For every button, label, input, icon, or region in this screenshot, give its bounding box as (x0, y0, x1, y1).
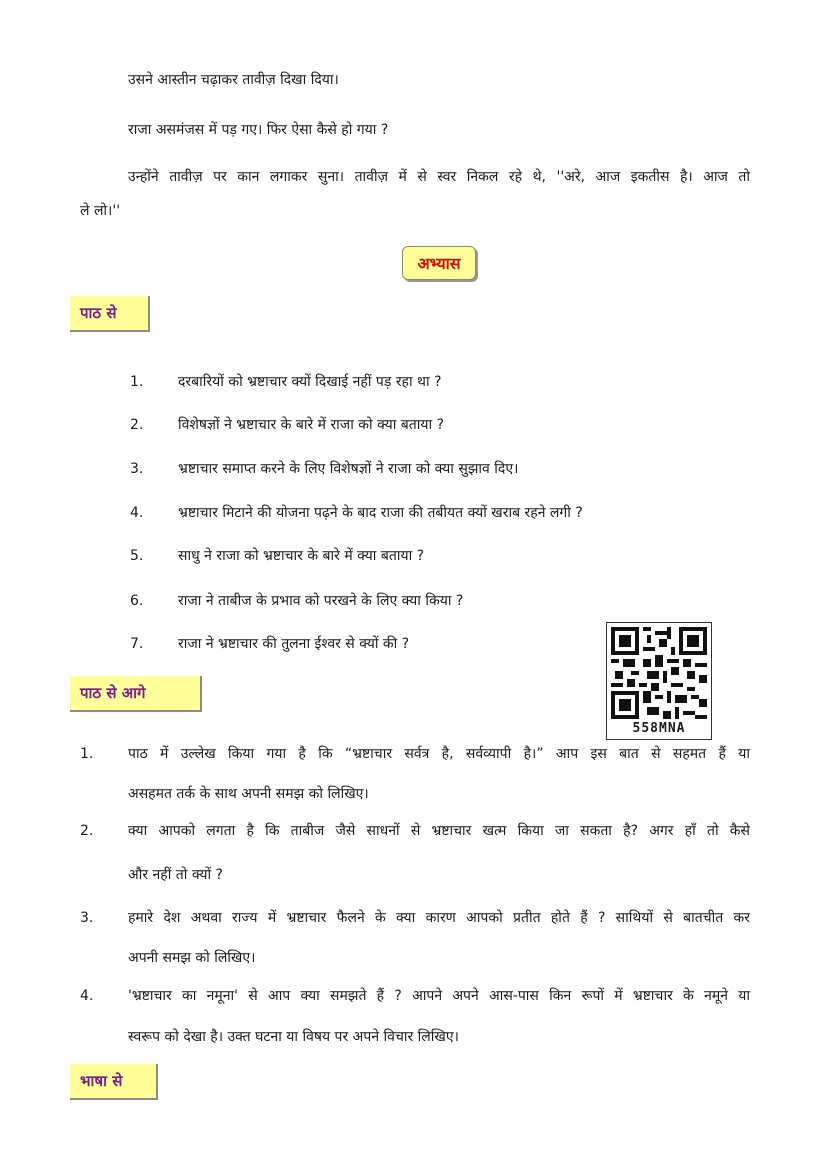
question-number: 4. (130, 505, 144, 521)
question-number: 1. (80, 746, 94, 762)
qr-code-icon (611, 627, 707, 719)
section-path-se: पाठ से (70, 296, 150, 332)
question-number: 3. (80, 910, 94, 926)
question-number: 7. (130, 636, 144, 652)
question-text: पाठ में उल्लेख किया गया है कि “भ्रष्टाचार सर्वत्र है, सर्वव्यापी है।” आप इस बात से सहमत हैं या (128, 746, 750, 762)
question-number: 4. (80, 988, 94, 1004)
intro-line-2: राजा असमंजस में पड़ गए। फिर ऐसा कैसे हो गया ? (128, 122, 389, 138)
question-text: राजा ने भ्रष्टाचार की तुलना ईश्वर से क्यों की ? (178, 636, 410, 652)
question-number: 2. (130, 417, 144, 433)
question-text: भ्रष्टाचार मिटाने की योजना पढ़ने के बाद राजा की तबीयत क्यों खराब रहने लगी ? (178, 505, 583, 521)
qr-code-label: 558MNA (632, 721, 686, 736)
question-text-cont: और नहीं तो क्यों ? (128, 867, 223, 883)
section-bhasha-se: भाषा से (70, 1064, 158, 1100)
question-text-cont: स्वरूप को देखा है। उक्त घटना या विषय पर अपने विचार लिखिए। (128, 1029, 459, 1045)
question-text: भ्रष्टाचार समाप्त करने के लिए विशेषज्ञों ने राजा को क्या सुझाव दिए। (178, 461, 519, 477)
question-text: विशेषज्ञों ने भ्रष्टाचार के बारे में राजा को क्या बताया ? (178, 417, 445, 433)
intro-line-4: ले लो।'' (80, 203, 121, 219)
exercise-title: अभ्यास (402, 246, 476, 280)
section-path-se-aage: पाठ से आगे (70, 676, 202, 712)
question-text: 'भ्रष्टाचार का नमूना' से आप क्या समझते हैं ? आपने अपने आस-पास किन रूपों में भ्रष्टाचार के नमूने या (128, 988, 750, 1004)
question-number: 2. (80, 823, 94, 839)
qr-code-box (606, 622, 712, 740)
question-number: 1. (130, 374, 144, 390)
question-number: 5. (130, 548, 144, 564)
question-text: साधु ने राजा को भ्रष्टाचार के बारे में क्या बताया ? (178, 548, 425, 564)
question-number: 3. (130, 461, 144, 477)
question-text-cont: अपनी समझ को लिखिए। (128, 950, 256, 966)
intro-line-1: उसने आस्तीन चढ़ाकर तावीज़ दिखा दिया। (128, 72, 339, 88)
question-text-cont: असहमत तर्क के साथ अपनी समझ को लिखिए। (128, 786, 369, 802)
question-text: दरबारियों को भ्रष्टाचार क्यों दिखाई नहीं पड़ रहा था ? (178, 374, 442, 390)
question-text: राजा ने ताबीज के प्रभाव को परखने के लिए क्या किया ? (178, 593, 464, 609)
question-text: हमारे देश अथवा राज्य में भ्रष्टाचार फैलने के क्या कारण आपको प्रतीत होते हैं ? साथियों से बातचीत कर (128, 910, 750, 926)
question-text: क्या आपको लगता है कि ताबीज जैसे साधनों से भ्रष्टाचार खत्म किया जा सकता है? अगर हाँ तो कैसे (128, 823, 750, 839)
question-number: 6. (130, 593, 144, 609)
intro-line-3: उन्होंने तावीज़ पर कान लगाकर सुना। तावीज़ में से स्वर निकल रहे थे, ''अरे, आज इकतीस है। आज तो (128, 169, 750, 185)
